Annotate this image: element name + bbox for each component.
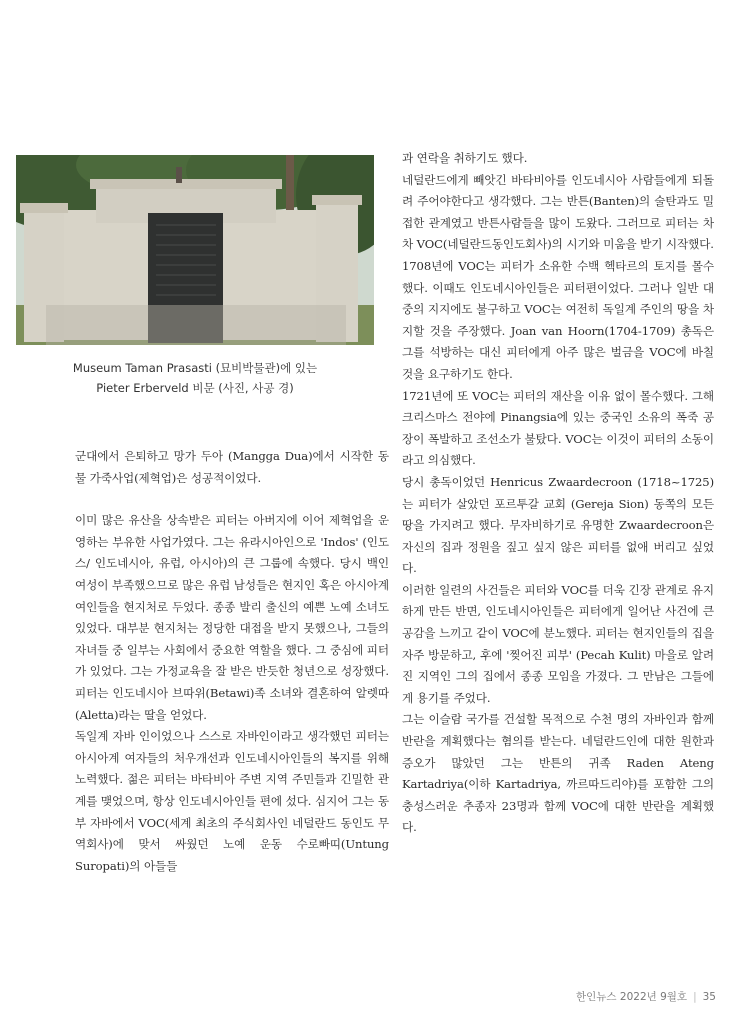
- issue-label: 한인뉴스 2022년 9월호: [576, 991, 688, 1003]
- photo-caption: [16, 358, 374, 398]
- caption-line-1: Museum Taman Prasasti (묘비박물관)에 있는: [72, 361, 318, 375]
- paragraph: 이미 많은 유산을 상속받은 피터는 아버지에 이어 제혁업을 운영하는 부유한 사업가였다. 그는 유라시아인으로 'Indos' (인도스/ 인도네시아, 유럽, 아시아)의 큰 그룹에 속했다. 당시 백인 여성이 부족했으므로 많은 유럽 남성들은 현지인 혹은 아시아계 여인들을 현지처로 두었다. 종종 발리 출신의 예쁜 노예 소녀도 있었다. 대부분 현지처는 정당한 대접을 받지 못했으나, 그들의 자녀들 중 일부는 사회에서 중요한 역할을 했다. 그 중심에 피터가 있었다. 그는 가정교육을 잘 받은 반듯한 청년으로 성장했다. 피터는 인도네시아 브따위(Betawi)족 소녀와 결혼하여 알렛따(Aletta)라는 딸을 얻었다.: [75, 513, 389, 722]
- right-column: [402, 148, 714, 839]
- paragraph: 그는 이슬람 국가를 건설할 목적으로 수천 명의 자바인과 함께 반란을 계획했다는 혐의를 받는다. 네덜란드인에 대한 원한과 증오가 많았던 그는 반튼의 귀족 Raden Ateng Kartadriya(이하 Kartadriya, 까르따드리야)를 포함한 그의 충성스러운 추종자 23명과 함께 VOC에 대한 반란을 계획했다.: [402, 712, 714, 835]
- caption-line-2: Pieter Erberveld 비문 (사진, 사공 경): [96, 381, 294, 395]
- footer-separator: |: [693, 991, 697, 1003]
- paragraph: 1708년에 VOC는 피터가 소유한 수백 헥타르의 토지를 몰수했다. 이때도 인도네시아인들은 피터편이었다. 그러나 일반 대중의 지지에도 불구하고 VOC는 여전히 독일계 주인의 땅을 차지할 것을 주장했다. Joan van Hoorn(1704-1709) 총독은 그를 석방하는 대신 피터에게 아주 많은 벌금을 VOC에 바칠 것을 요구하기도 한다.: [402, 258, 714, 381]
- monument-image: [16, 155, 374, 345]
- paragraph: 독일계 자바 인이었으나 스스로 자바인이라고 생각했던 피터는 아시아계 여자들의 처우개선과 인도네시아인들의 복지를 위해 노력했다. 젊은 피터는 바타비아 주변 지역 주민들과 긴밀한 관계를 맺었으며, 항상 인도네시아인들 편에 섰다. 심지어 그는 동부 자바에서 VOC(세계 최초의 주식회사인 네덜란드 동인도 무역회사)에 맞서 싸웠던 노예 운동 수로빠띠(Untung Suropati)의 아들들: [75, 729, 389, 873]
- left-column: [75, 446, 389, 877]
- page-number: 35: [702, 991, 716, 1003]
- paragraph: 이러한 일련의 사건들은 피터와 VOC를 더욱 긴장 관계로 유지하게 만든 반면, 인도네시아인들은 피터에게 일어난 사건에 큰 공감을 느끼고 같이 VOC에 분노했다. 피터는 현지인들의 집을 자주 방문하고, 후에 '찢어진 피부' (Pecah Kulit) 마을로 알려진 지역인 그의 집에서 종종 모임을 가졌다. 그 만남은 그들에게 용기를 주었다.: [402, 582, 714, 705]
- monument-photo: [16, 155, 374, 345]
- paragraph: 과 연락을 취하기도 했다.: [402, 151, 528, 165]
- paragraph-intro: 군대에서 은퇴하고 망가 두아 (Mangga Dua)에서 시작한 동물 가죽사업(제혁업)은 성공적이었다.: [75, 449, 389, 485]
- page-footer: [576, 989, 716, 1004]
- paragraph: 1721년에 또 VOC는 피터의 재산을 이유 없이 몰수했다. 그해 크리스마스 전야에 Pinangsia에 있는 중국인 소유의 폭죽 공장이 폭발하고 조선소가 불탔다. VOC는 이것이 피터의 소동이라고 의심했다.: [402, 388, 714, 468]
- paragraph: 당시 총독이었던 Henricus Zwaardecroon (1718~1725)는 피터가 살았던 포르투갈 교회 (Gereja Sion) 동쪽의 모든 땅을 가지려고 했다. 무자비하기로 유명한 Zwaardecroon은 자신의 집과 정원을 짚고 싶지 않은 피터를 없애 버리고 싶었다.: [402, 474, 714, 576]
- paragraph: 네덜란드에게 빼앗긴 바타비아를 인도네시아 사람들에게 되돌려 주어야한다고 생각했다. 그는 반튼(Banten)의 술탄과도 밀접한 관계였고 반튼사람들을 많이 도왔다. 그러므로 피터는 차차 VOC(네덜란드동인도회사)의 시기와 미움을 받기 시작했다.: [402, 172, 714, 252]
